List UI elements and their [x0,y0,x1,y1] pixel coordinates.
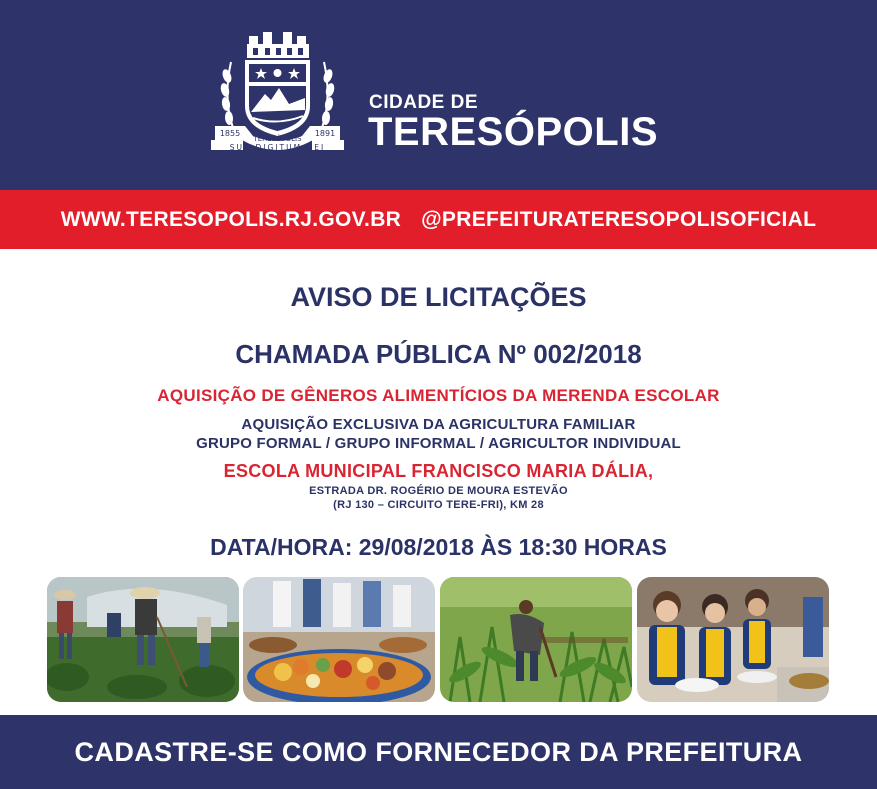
crest-banner-name: TERESÓPOLIS [253,135,302,143]
city-prefix: CIDADE DE [369,92,479,113]
notice-location-name: ESCOLA MUNICIPAL FRANCISCO MARIA DÁLIA, [223,461,654,481]
notice-datetime: DATA/HORA: 29/08/2018 ÀS 18:30 HORAS [210,534,667,560]
notice-detail-line1: AQUISIÇÃO EXCLUSIVA DA AGRICULTURA FAMILIAR [241,416,636,433]
notice-object: AQUISIÇÃO DE GÊNEROS ALIMENTÍCIOS DA MERENDA ESCOLAR [157,386,720,405]
crest-motto: SUB DIGITUM DEI [229,143,326,152]
crest-year-right: 1891 [314,129,336,138]
register-supplier-cta[interactable]: CADASTRE-SE COMO FORNECEDOR DA PREFEITURA [74,736,803,767]
notice-address-line1: ESTRADA DR. ROGÉRIO DE MOURA ESTEVÃO [309,485,568,497]
footer-banner [0,715,877,789]
notice-content [0,249,877,715]
notice-title: AVISO DE LICITAÇÕES [290,282,587,312]
photo-farmers-field [47,577,239,702]
social-handle-link[interactable]: @PREFEITURATERESOPOLISOFICIAL [421,207,817,231]
city-name: TERESÓPOLIS [368,110,658,154]
photo-school-meal [243,577,435,702]
notice-subtitle: CHAMADA PÚBLICA Nº 002/2018 [235,339,642,369]
photo-farmer-crops [440,577,632,702]
photo-students-lunch [637,577,829,702]
coat-of-arms-icon [205,28,350,156]
crest-year-left: 1855 [219,129,241,138]
notice-address-line2: (RJ 130 – CIRCUITO TERE-FRI), KM 28 [333,499,544,511]
links-bar [0,190,877,249]
notice-detail-line2: GRUPO FORMAL / GRUPO INFORMAL / AGRICULTOR INDIVIDUAL [196,435,681,452]
header-banner [0,0,877,190]
website-link[interactable]: WWW.TERESOPOLIS.RJ.GOV.BR [60,207,402,231]
